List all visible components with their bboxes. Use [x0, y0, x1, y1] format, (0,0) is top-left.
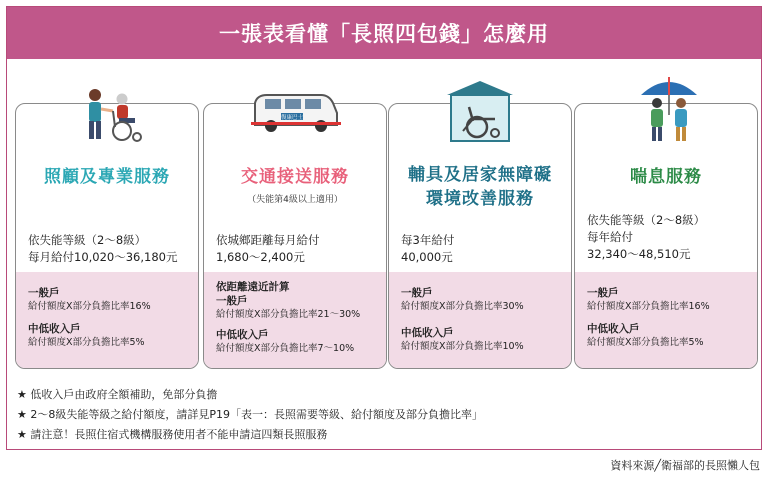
- card-body-line: 每月給付10,020～36,180元: [28, 250, 178, 264]
- card-body: [28, 232, 177, 266]
- rehab-bus-icon: [251, 89, 341, 133]
- card-body-line: 40,000元: [401, 250, 453, 264]
- umbrella-family-icon: [637, 73, 701, 145]
- caregiver-wheelchair-icon: [77, 87, 147, 143]
- rate-label: 中低收入戶: [401, 327, 454, 339]
- card-title: 喘息服務: [630, 167, 702, 187]
- rate-text: 給付額度X部分負擔比率16%: [28, 301, 151, 312]
- rate-text: 給付額度X部分負擔比率5%: [587, 337, 704, 348]
- card-body: [216, 232, 320, 266]
- card-rates: [216, 280, 380, 356]
- rate-text: 給付額度X部分負擔比率30%: [401, 301, 524, 312]
- rate-label: 中低收入戶: [28, 323, 81, 335]
- footnote: ★ 請注意！長照住宿式機構服務使用者不能申請這四類長照服務: [17, 428, 328, 441]
- rate-label: 一般戶: [587, 287, 619, 299]
- card-title-line2: 環境改善服務: [426, 189, 534, 209]
- card-body-line: 每3年給付: [401, 233, 455, 247]
- card-note: （失能第4級以上適用）: [247, 195, 343, 205]
- card-body-line: 依失能等級（2～8級）: [587, 213, 706, 227]
- rate-label: 中低收入戶: [587, 323, 640, 335]
- rate-label: 一般戶: [28, 287, 60, 299]
- card-title: 輔具及居家無障礙: [408, 165, 552, 185]
- rate-label: 一般戶: [216, 295, 248, 307]
- card-rates: [28, 286, 192, 350]
- footnote: ★ 低收入戶由政府全額補助，免部分負擔: [17, 388, 218, 401]
- card-body: [401, 232, 454, 266]
- footnotes: [17, 385, 483, 445]
- wheelchair-shelter-icon: [445, 79, 515, 143]
- card-title: 交通接送服務: [241, 167, 349, 187]
- rate-text: 給付額度X部分負擔比率10%: [401, 341, 524, 352]
- rate-text: 給付額度X部分負擔比率16%: [587, 301, 710, 312]
- page-title: 一張表看懂「長照四包錢」怎麼用: [7, 7, 761, 59]
- rate-label: 中低收入戶: [216, 329, 269, 341]
- card-body-line: 1,680～2,400元: [216, 250, 305, 264]
- rate-label: 一般戶: [401, 287, 433, 299]
- card-title: 照顧及專業服務: [44, 167, 170, 187]
- footnote: ★ 2～8級失能等級之給付額度，請詳見P19「表一：長照需要等級、給付額度及部分負擔比率」: [17, 408, 483, 421]
- rate-text: 給付額度X部分負擔比率5%: [28, 337, 145, 348]
- rate-text: 給付額度X部分負擔比率21～30%: [216, 309, 361, 320]
- infographic-frame: [6, 6, 762, 450]
- rate-heading: 依距離遠近計算: [216, 281, 290, 293]
- source-credit: 資料來源╱衛福部的長照懶人包: [610, 459, 760, 472]
- bus-label: 復康巴士: [280, 115, 304, 121]
- card-body-line: 依失能等級（2～8級）: [28, 233, 147, 247]
- card-body: [587, 212, 705, 263]
- card-rates: [401, 286, 565, 354]
- card-body-line: 依城鄉距離每月給付: [216, 233, 320, 247]
- card-rates: [587, 286, 751, 350]
- card-body-line: 每年給付: [587, 230, 633, 244]
- card-transport-services: [203, 103, 387, 369]
- card-body-line: 32,340～48,510元: [587, 247, 691, 261]
- rate-text: 給付額度X部分負擔比率7～10%: [216, 343, 355, 354]
